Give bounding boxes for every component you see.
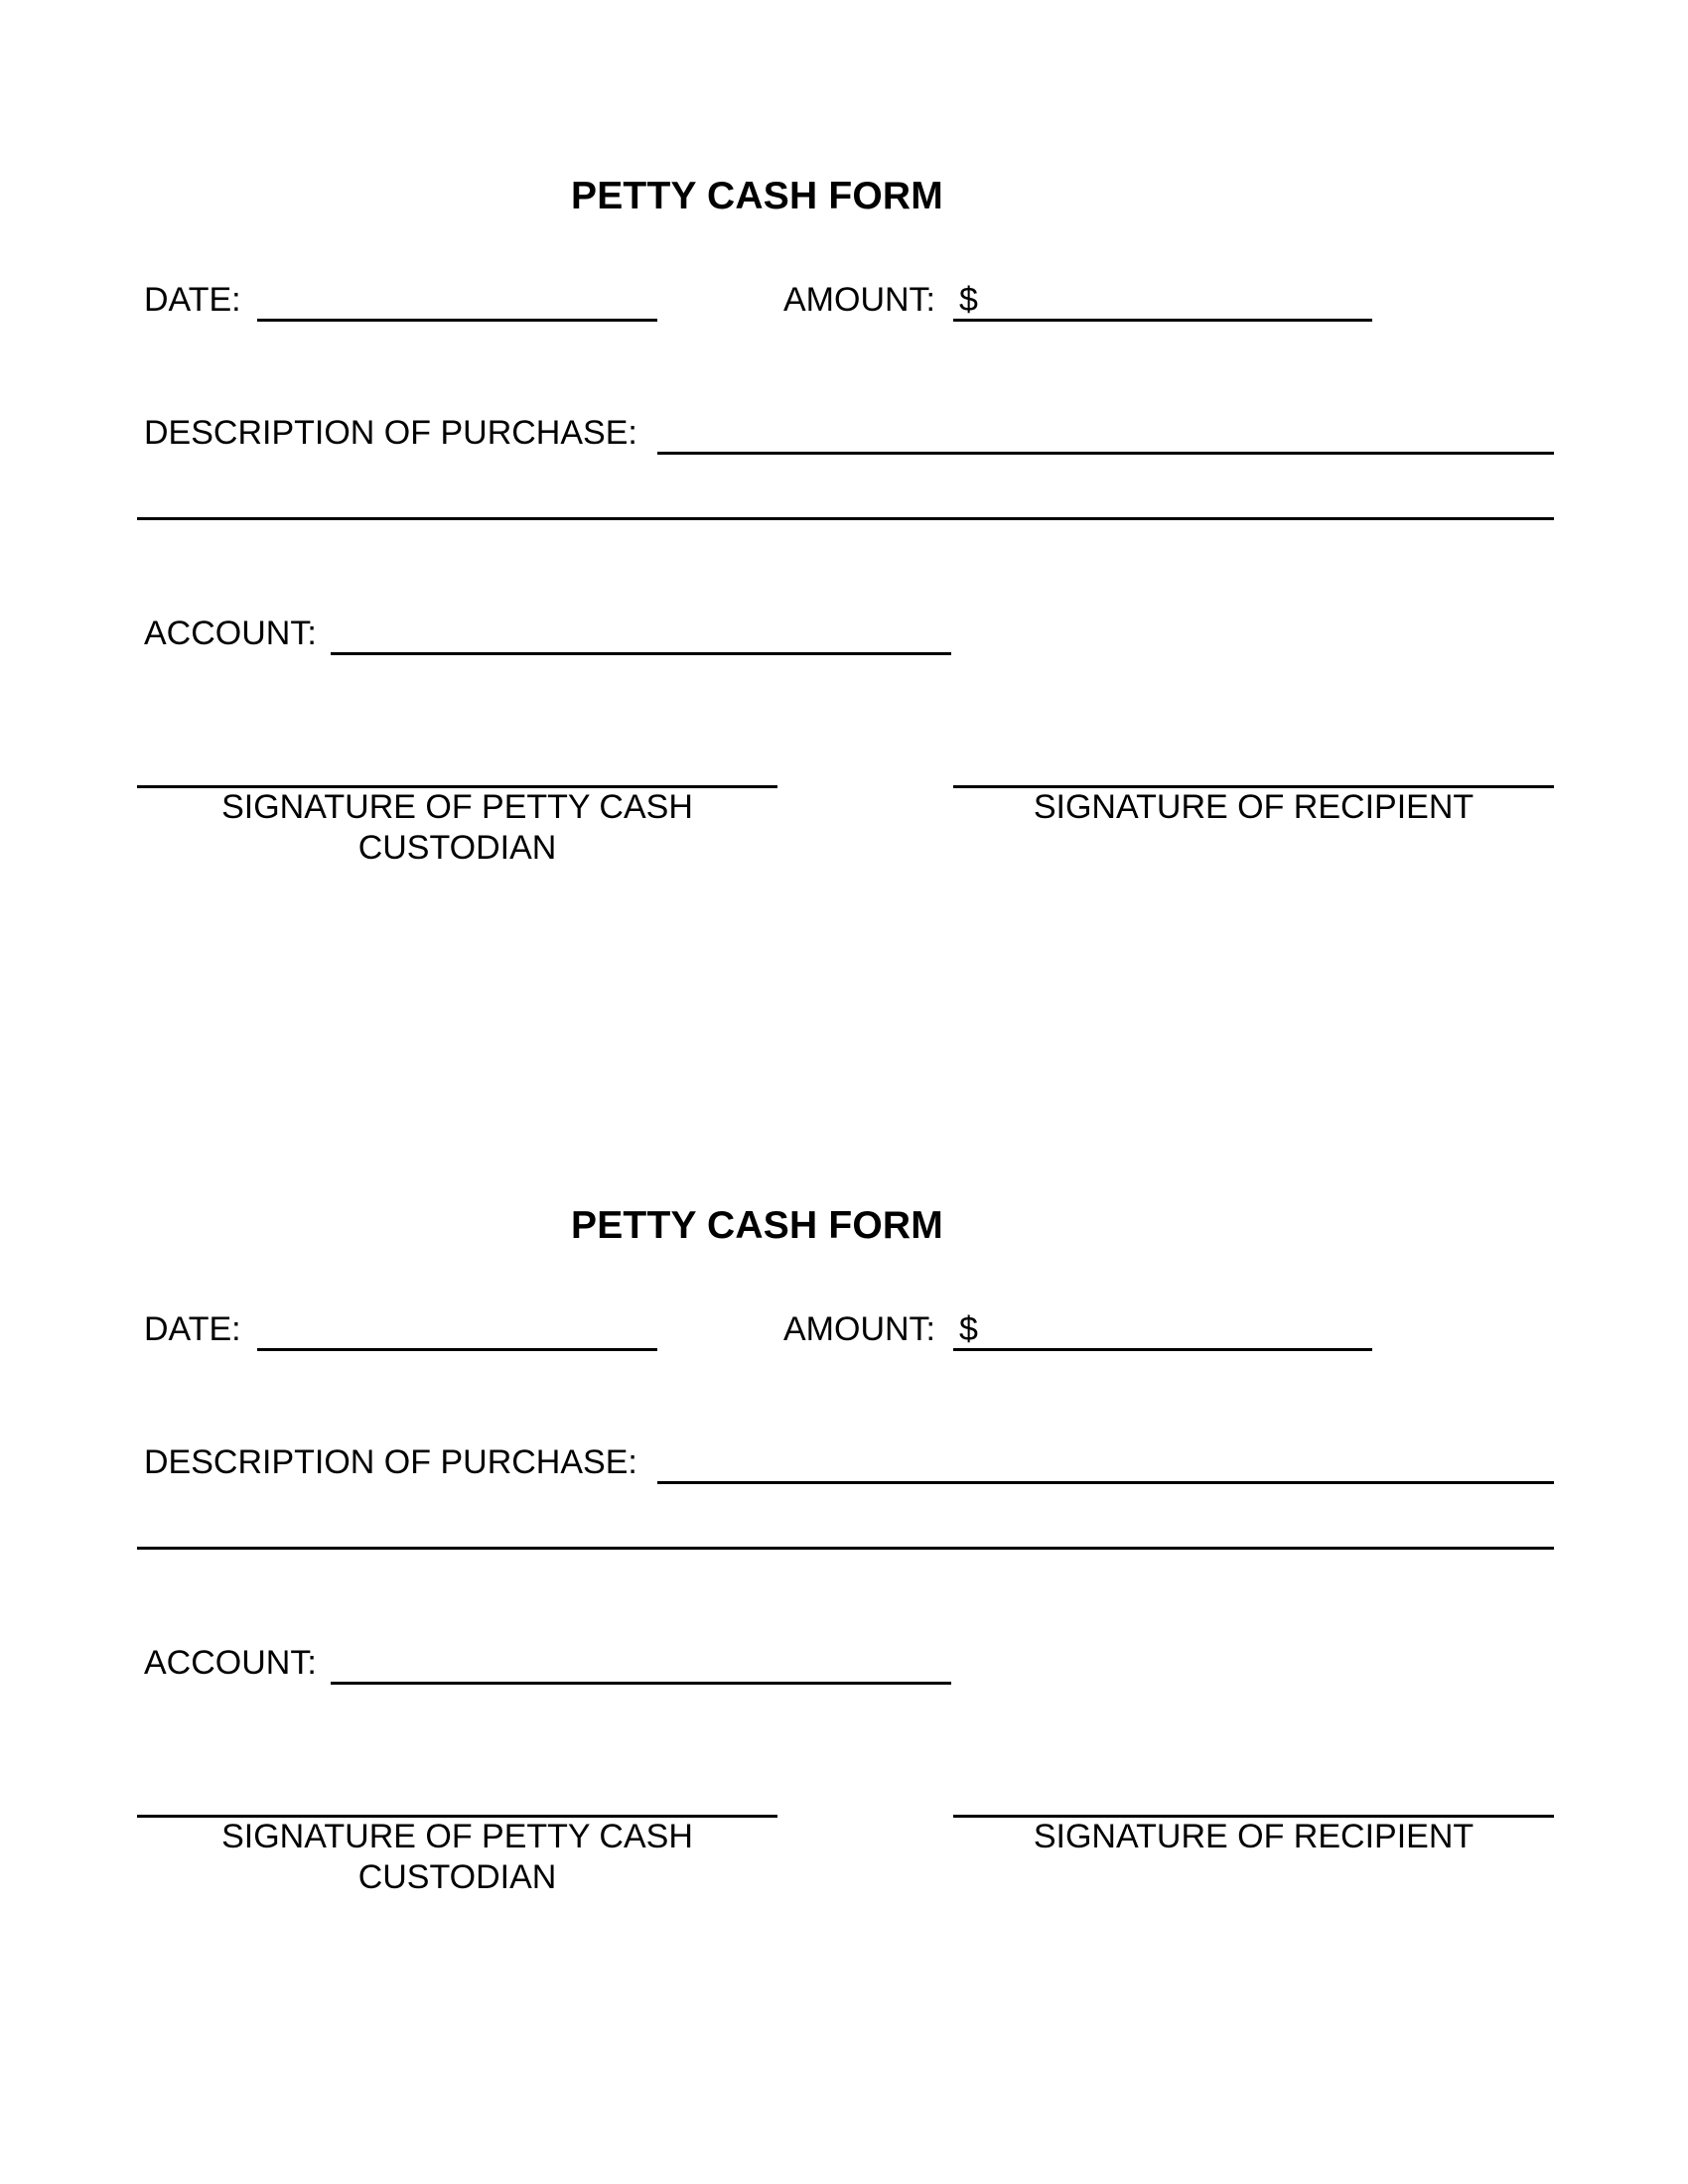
description-field-line-2[interactable] bbox=[137, 1547, 1554, 1550]
description-field-line-1[interactable] bbox=[657, 452, 1554, 455]
description-label: DESCRIPTION OF PURCHASE: bbox=[144, 1443, 637, 1481]
account-field[interactable] bbox=[331, 652, 951, 655]
account-label: ACCOUNT: bbox=[144, 1644, 317, 1682]
petty-cash-form-1 bbox=[0, 0, 1688, 893]
description-field-line-2[interactable] bbox=[137, 517, 1554, 520]
recipient-signature-label: SIGNATURE OF RECIPIENT bbox=[1033, 788, 1475, 826]
recipient-signature-label: SIGNATURE OF RECIPIENT bbox=[1033, 1818, 1475, 1855]
amount-field[interactable] bbox=[953, 319, 1372, 322]
date-field[interactable] bbox=[257, 1348, 657, 1351]
date-label: DATE: bbox=[144, 1310, 241, 1348]
custodian-signature-label: SIGNATURE OF PETTY CASH CUSTODIAN bbox=[221, 1818, 693, 1896]
amount-field[interactable] bbox=[953, 1348, 1372, 1351]
account-field[interactable] bbox=[331, 1682, 951, 1685]
date-field[interactable] bbox=[257, 319, 657, 322]
currency-symbol: $ bbox=[959, 1310, 978, 1348]
date-label: DATE: bbox=[144, 281, 241, 319]
currency-symbol: $ bbox=[959, 281, 978, 319]
petty-cash-form-2 bbox=[0, 1029, 1688, 1923]
amount-label: AMOUNT: bbox=[783, 281, 935, 319]
amount-label: AMOUNT: bbox=[783, 1310, 935, 1348]
description-label: DESCRIPTION OF PURCHASE: bbox=[144, 414, 637, 452]
form-title: PETTY CASH FORM bbox=[571, 175, 943, 217]
custodian-signature-label: SIGNATURE OF PETTY CASH CUSTODIAN bbox=[221, 788, 693, 867]
account-label: ACCOUNT: bbox=[144, 614, 317, 652]
form-title: PETTY CASH FORM bbox=[571, 1204, 943, 1247]
description-field-line-1[interactable] bbox=[657, 1481, 1554, 1484]
